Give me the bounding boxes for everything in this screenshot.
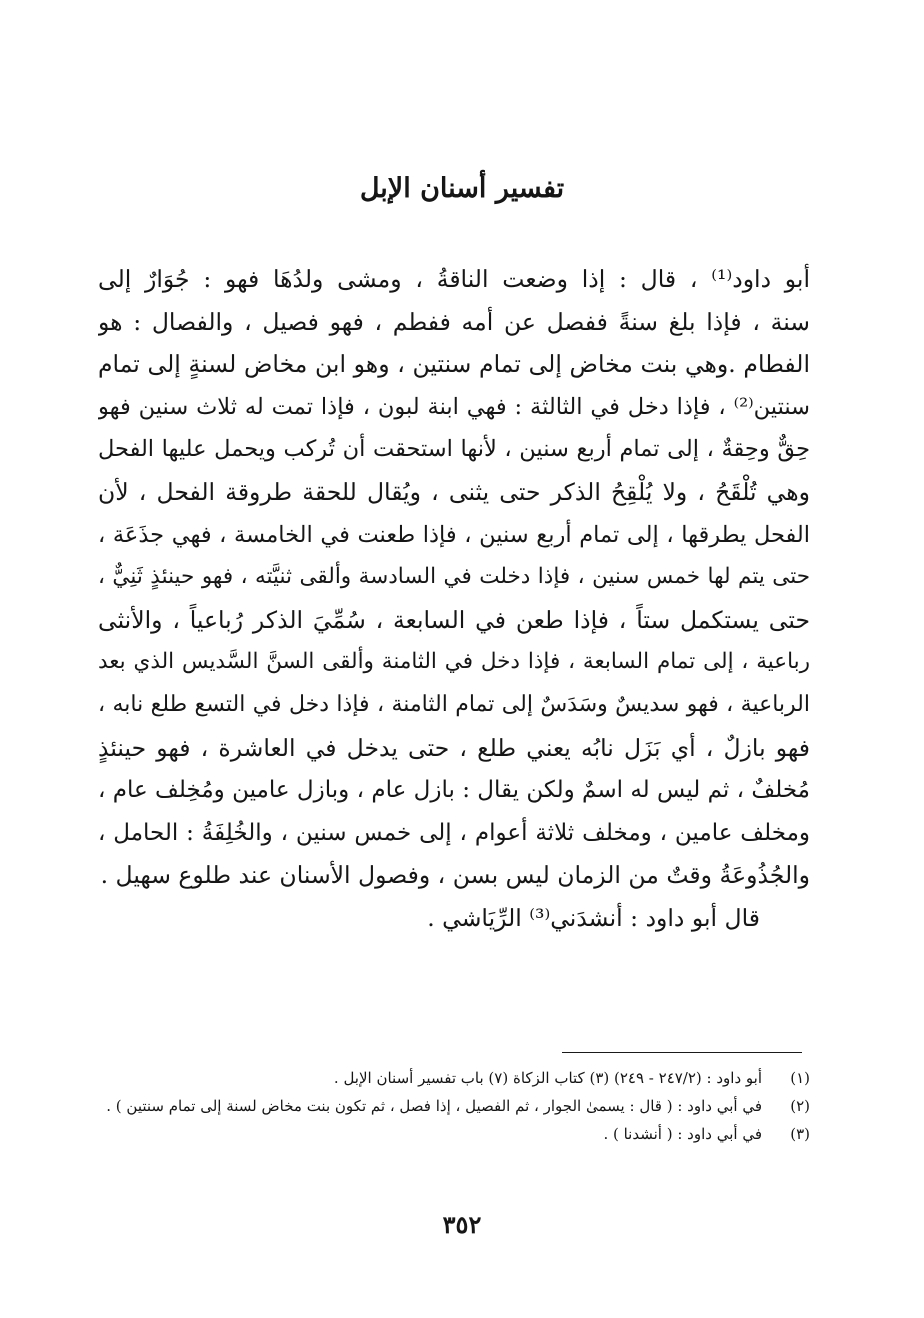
main-text bbox=[98, 258, 810, 940]
text-line: حِقٌّ وحِقةٌ ، إلى تمام أربع سنين ، لأنها استحقت أن تُركب ويحمل عليها الفحل bbox=[98, 436, 810, 463]
text-line: حتى يتم لها خمس سنين ، فإذا دخلت في السادسة وألقى ثنيَّته ، فهو حينئذٍ ثَنِيٌّ ، bbox=[98, 564, 810, 590]
text-line: الفحل يطرقها ، إلى تمام أربع سنين ، فإذا طعنت في الخامسة ، فهي جذَعَة ، bbox=[98, 521, 810, 548]
text-line: الرباعية ، فهو سديسٌ وسَدَسٌ إلى تمام الثامنة ، فإذا دخل في التسع طلع نابه ، bbox=[98, 691, 810, 717]
text-line: سنتين⁽²⁾ ، فإذا دخل في الثالثة : فهي ابنة لبون ، فإذا تمت له ثلاث سنين فهو bbox=[98, 393, 810, 420]
text-line: سنة ، فإذا بلغ سنةً ففصل عن أمه ففطم ، فهو فصيل ، والفصال : هو bbox=[98, 307, 810, 336]
footnote-number: (٣) bbox=[790, 1125, 810, 1143]
footnote-text: أبو داود : (٢٤٧/٢ - ٢٤٩) (٣) كتاب الزكاة (٧) باب تفسير أسنان الإبل . bbox=[333, 1069, 762, 1087]
footnote bbox=[98, 1092, 810, 1120]
footnote-number: (١) bbox=[790, 1069, 810, 1087]
text-line: مُخلفٌ ، ثم ليس له اسمٌ ولكن يقال : بازل عام ، وبازل عامين ومُخِلف عام ، bbox=[98, 777, 810, 804]
closing-line: قال أبو داود : أنشدَني⁽³⁾ الرِّيَاشي . bbox=[427, 903, 760, 932]
footnote bbox=[98, 1120, 810, 1148]
text-line: رباعية ، إلى تمام السابعة ، فإذا دخل في الثامنة وألقى السنَّ السَّديس الذي بعد bbox=[98, 649, 810, 675]
text-line: الفطام .وهي بنت مخاض إلى تمام سنتين ، وهو ابن مخاض لسنةٍ إلى تمام bbox=[98, 350, 810, 379]
text-line: حتى يستكمل ستاً ، فإذا طعن في السابعة ، سُمِّيَ الذكر رُباعياً ، والأنثى bbox=[98, 605, 810, 634]
footnote-text: في أبي داود : ( أنشدنا ) . bbox=[603, 1125, 762, 1143]
footnote-number: (٢) bbox=[790, 1097, 810, 1115]
chapter-title: تفسير أسنان الإبل bbox=[359, 173, 565, 204]
text-line: ومخلف عامين ، ومخلف ثلاثة أعوام ، إلى خمس سنين ، والخُلِفَةُ : الحامل ، bbox=[98, 819, 810, 846]
footnote-separator bbox=[562, 1052, 802, 1053]
text-line: أبو داود⁽¹⁾ ، قال : إذا وضعت الناقةُ ، ومشى ولدُهَا فهو : جُوَارٌ إلى bbox=[98, 265, 810, 293]
text-line: والجُذُوعَةُ وقتٌ من الزمان ليس بسن ، وفصول الأسنان عند طلوع سهيل . bbox=[100, 861, 810, 890]
footnote-text: في أبي داود : ( قال : يسمىٰ الجوار ، ثم الفصيل ، إذا فصل ، ثم تكون بنت مخاض لسنة إلى تمام سنتين ) . bbox=[106, 1097, 762, 1115]
footnote bbox=[98, 1064, 810, 1092]
footnotes bbox=[98, 1064, 810, 1148]
text-line: فهو بازلٌ ، أي بَزَل نابُه يعني طلع ، حتى يدخل في العاشرة ، فهو حينئذٍ bbox=[98, 733, 810, 762]
text-line: وهي تُلْقَحُ ، ولا يُلْقِحُ الذكر حتى يثنى ، ويُقال للحقة طروقة الفحل ، لأن bbox=[98, 477, 810, 506]
page-number: ٣٥٢ bbox=[442, 1210, 482, 1239]
